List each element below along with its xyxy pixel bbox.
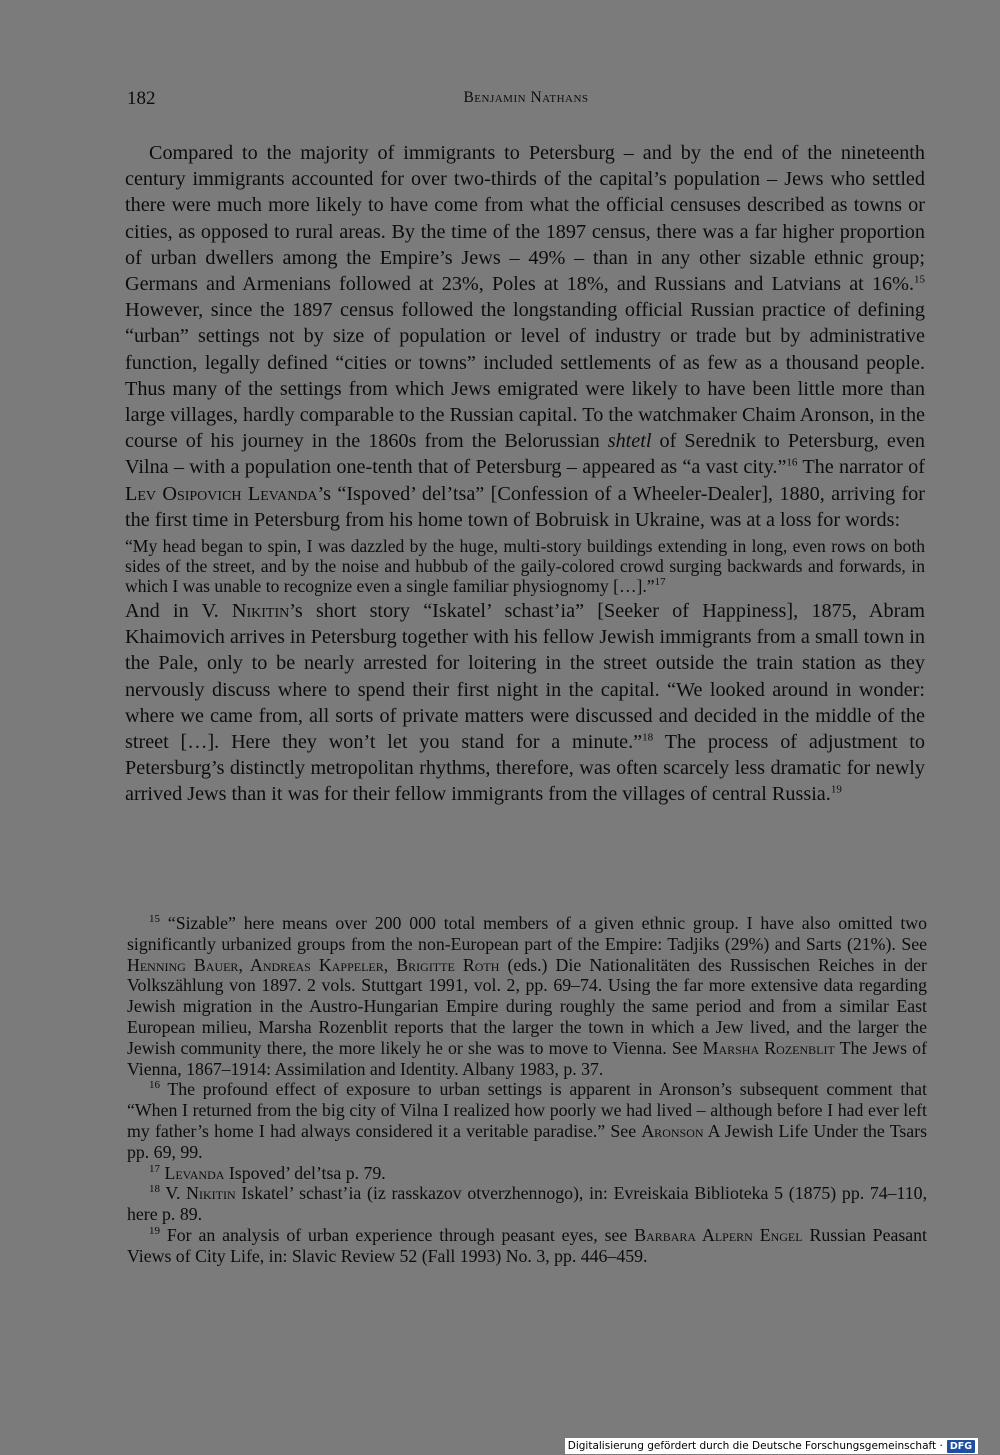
author-name: Lev Osipovich Levanda xyxy=(125,482,318,505)
italic-term: shtetl xyxy=(607,430,652,453)
paragraph-2 xyxy=(125,598,925,808)
digitization-credit xyxy=(565,1438,978,1454)
main-text xyxy=(125,140,925,808)
footnote-number: 19 xyxy=(149,1225,160,1238)
footnotes xyxy=(127,913,927,1267)
author-name: Nikitin xyxy=(231,600,290,623)
text-run: Ispoved’ del’tsa p. 79. xyxy=(224,1162,386,1183)
text-run: The process of adjustment to Petersburg’s distinctly metropolitan rhythms, therefore, was often scarcely less dramatic for newly arrived Jews than it was for their fellow immigrants from the villages of central Russia. xyxy=(125,731,925,806)
author-name: Levanda xyxy=(164,1162,225,1183)
author-name: Marsha Rozenblit xyxy=(702,1037,835,1058)
text-run: The profound effect of exposure to urban settings is apparent in Aronson’s subsequent comment that “When I returned from the big city of Vilna I realized how poorly we had lived – although before I had ever left my father’s home I had always considered it a veritable paradise.” See xyxy=(127,1079,927,1141)
block-quote xyxy=(125,536,925,596)
text-run: However, since the 1897 census followed the longstanding official Russian practice of defining “urban” settings not by size of population or level of industry or trade but by administrative function, legally defined “cities or towns” included settlements of as few as a thousand people. Thus many of the settings from which Jews emigrated were likely to have been little more than large villages, hardly comparable to the Russian capital. To the watchmaker Chaim Aronson, in the course of his journey in the 1860s from the Belorussian xyxy=(125,299,925,453)
text-run: And in V. xyxy=(125,600,232,623)
footnote-ref-19: 19 xyxy=(830,783,842,796)
text-run: Iskatel’ schast’ia (iz rasskazov otverzhennogo), in: Evreiskaia Biblioteka 5 (1875) pp. 74–110, here p. 89. xyxy=(127,1183,928,1225)
text-run: V. xyxy=(160,1183,187,1204)
author-name: Aronson xyxy=(641,1120,704,1141)
running-head: Benjamin Nathans xyxy=(463,89,589,106)
text-run: ’s “Ispoved’ del’tsa” [Confession of a Wheeler-Dealer], 1880, arriving for the first time in Petersburg from his home town of Bobruisk in Ukraine, was at a loss for words: xyxy=(125,482,925,531)
footnote-ref-15: 15 xyxy=(914,273,925,286)
paragraph-1 xyxy=(125,140,925,533)
footnote-number: 15 xyxy=(149,913,160,926)
footnote-19 xyxy=(127,1225,927,1267)
page-header xyxy=(127,88,925,118)
author-name: Barbara Alpern Engel xyxy=(634,1224,803,1245)
footnote-number: 17 xyxy=(149,1162,160,1175)
text-run: For an analysis of urban experience through peasant eyes, see xyxy=(160,1224,635,1245)
text-run: of Serednik to Petersburg, even Vilna – with a population one-tenth that of Petersburg – appeared as “a vast city.” xyxy=(125,430,925,479)
author-name: Nikitin xyxy=(186,1183,236,1204)
footnote-number: 18 xyxy=(149,1183,160,1196)
footnote-number: 16 xyxy=(149,1079,160,1092)
text-run: (eds.) Die Nationalitäten des Russischen Reiches in der Volkszählung von 1897. 2 vols. Stuttgart 1991, vol. 2, pp. 69–74. Using the far more extensive data regarding Jewish migration in the Austro-Hungarian Empire during roughly the same period and from a similar East European milieu, Marsha Rozenblit reports that the larger the town in which a Jew lived, and the larger the Jewish community there, the more likely he or she was to move to Vienna. See xyxy=(127,954,927,1058)
text-run: The Jews of Vienna, 1867–1914: Assimilation and Identity. Albany 1983, p. 37. xyxy=(127,1037,927,1079)
footnote-18 xyxy=(127,1183,927,1225)
author-name: Henning Bauer, Andreas Kappeler, Brigitte Roth xyxy=(127,954,500,975)
text-run: The narrator of xyxy=(797,456,925,479)
text-run: ’s short story “Iskatel’ schast’ia” [Seeker of Happiness], 1875, Abram Khaimovich arrives in Petersburg together with his fellow Jewish immigrants from a small town in the Pale, only to be nearly arrested for loitering in the street outside the train station as they nervously discuss where to spend their first night in the capital. “We looked around in wonder: where we came from, all sorts of private matters were discussed and decided in the middle of the street […]. Here they won’t let you stand for a minute.” xyxy=(125,600,925,754)
page-number: 182 xyxy=(127,88,156,109)
quote-text: “My head began to spin, I was dazzled by the huge, multi-story buildings extending in long, even rows on both sides of the street, and by the noise and hubbub of the gaily-colored crowd surging backwards and forwards, in which I was unable to recognize even a single familiar physiognomy […].” xyxy=(125,536,925,597)
text-run: Russian Peasant Views of City Life, in: Slavic Review 52 (Fall 1993) No. 3, pp. 446–459. xyxy=(127,1224,927,1266)
dfg-logo: DFG xyxy=(947,1440,975,1453)
footnote-ref-18: 18 xyxy=(642,731,654,744)
text-run: Compared to the majority of immigrants to Petersburg – and by the end of the nineteenth century immigrants accounted for over two-thirds of the capital’s population – Jews who settled there were much more likely to have come from what the official censuses described as towns or cities, as opposed to rural areas. By the time of the 1897 census, there was a far higher proportion of urban dwellers among the Empire’s Jews – 49% – than in any other sizable ethnic group; Germans and Armenians followed at 23%, Poles at 18%, and Russians and Latvians at 16%. xyxy=(125,142,925,296)
text-run: A Jewish Life Under the Tsars pp. 69, 99. xyxy=(127,1120,927,1162)
text-run: “Sizable” here means over 200 000 total members of a given ethnic group. I have also omitted two significantly urbanized groups from the non-European part of the Empire: Tadjiks (29%) and Sarts (21%). See xyxy=(127,913,927,954)
footnote-ref-16: 16 xyxy=(786,456,798,469)
footnote-ref-17: 17 xyxy=(654,576,666,589)
footnote-16 xyxy=(127,1079,927,1162)
footnote-17 xyxy=(127,1163,927,1184)
footnote-15 xyxy=(127,913,927,1079)
credit-text: Digitalisierung gefördert durch die Deutsche Forschungsgemeinschaft · xyxy=(567,1440,943,1452)
